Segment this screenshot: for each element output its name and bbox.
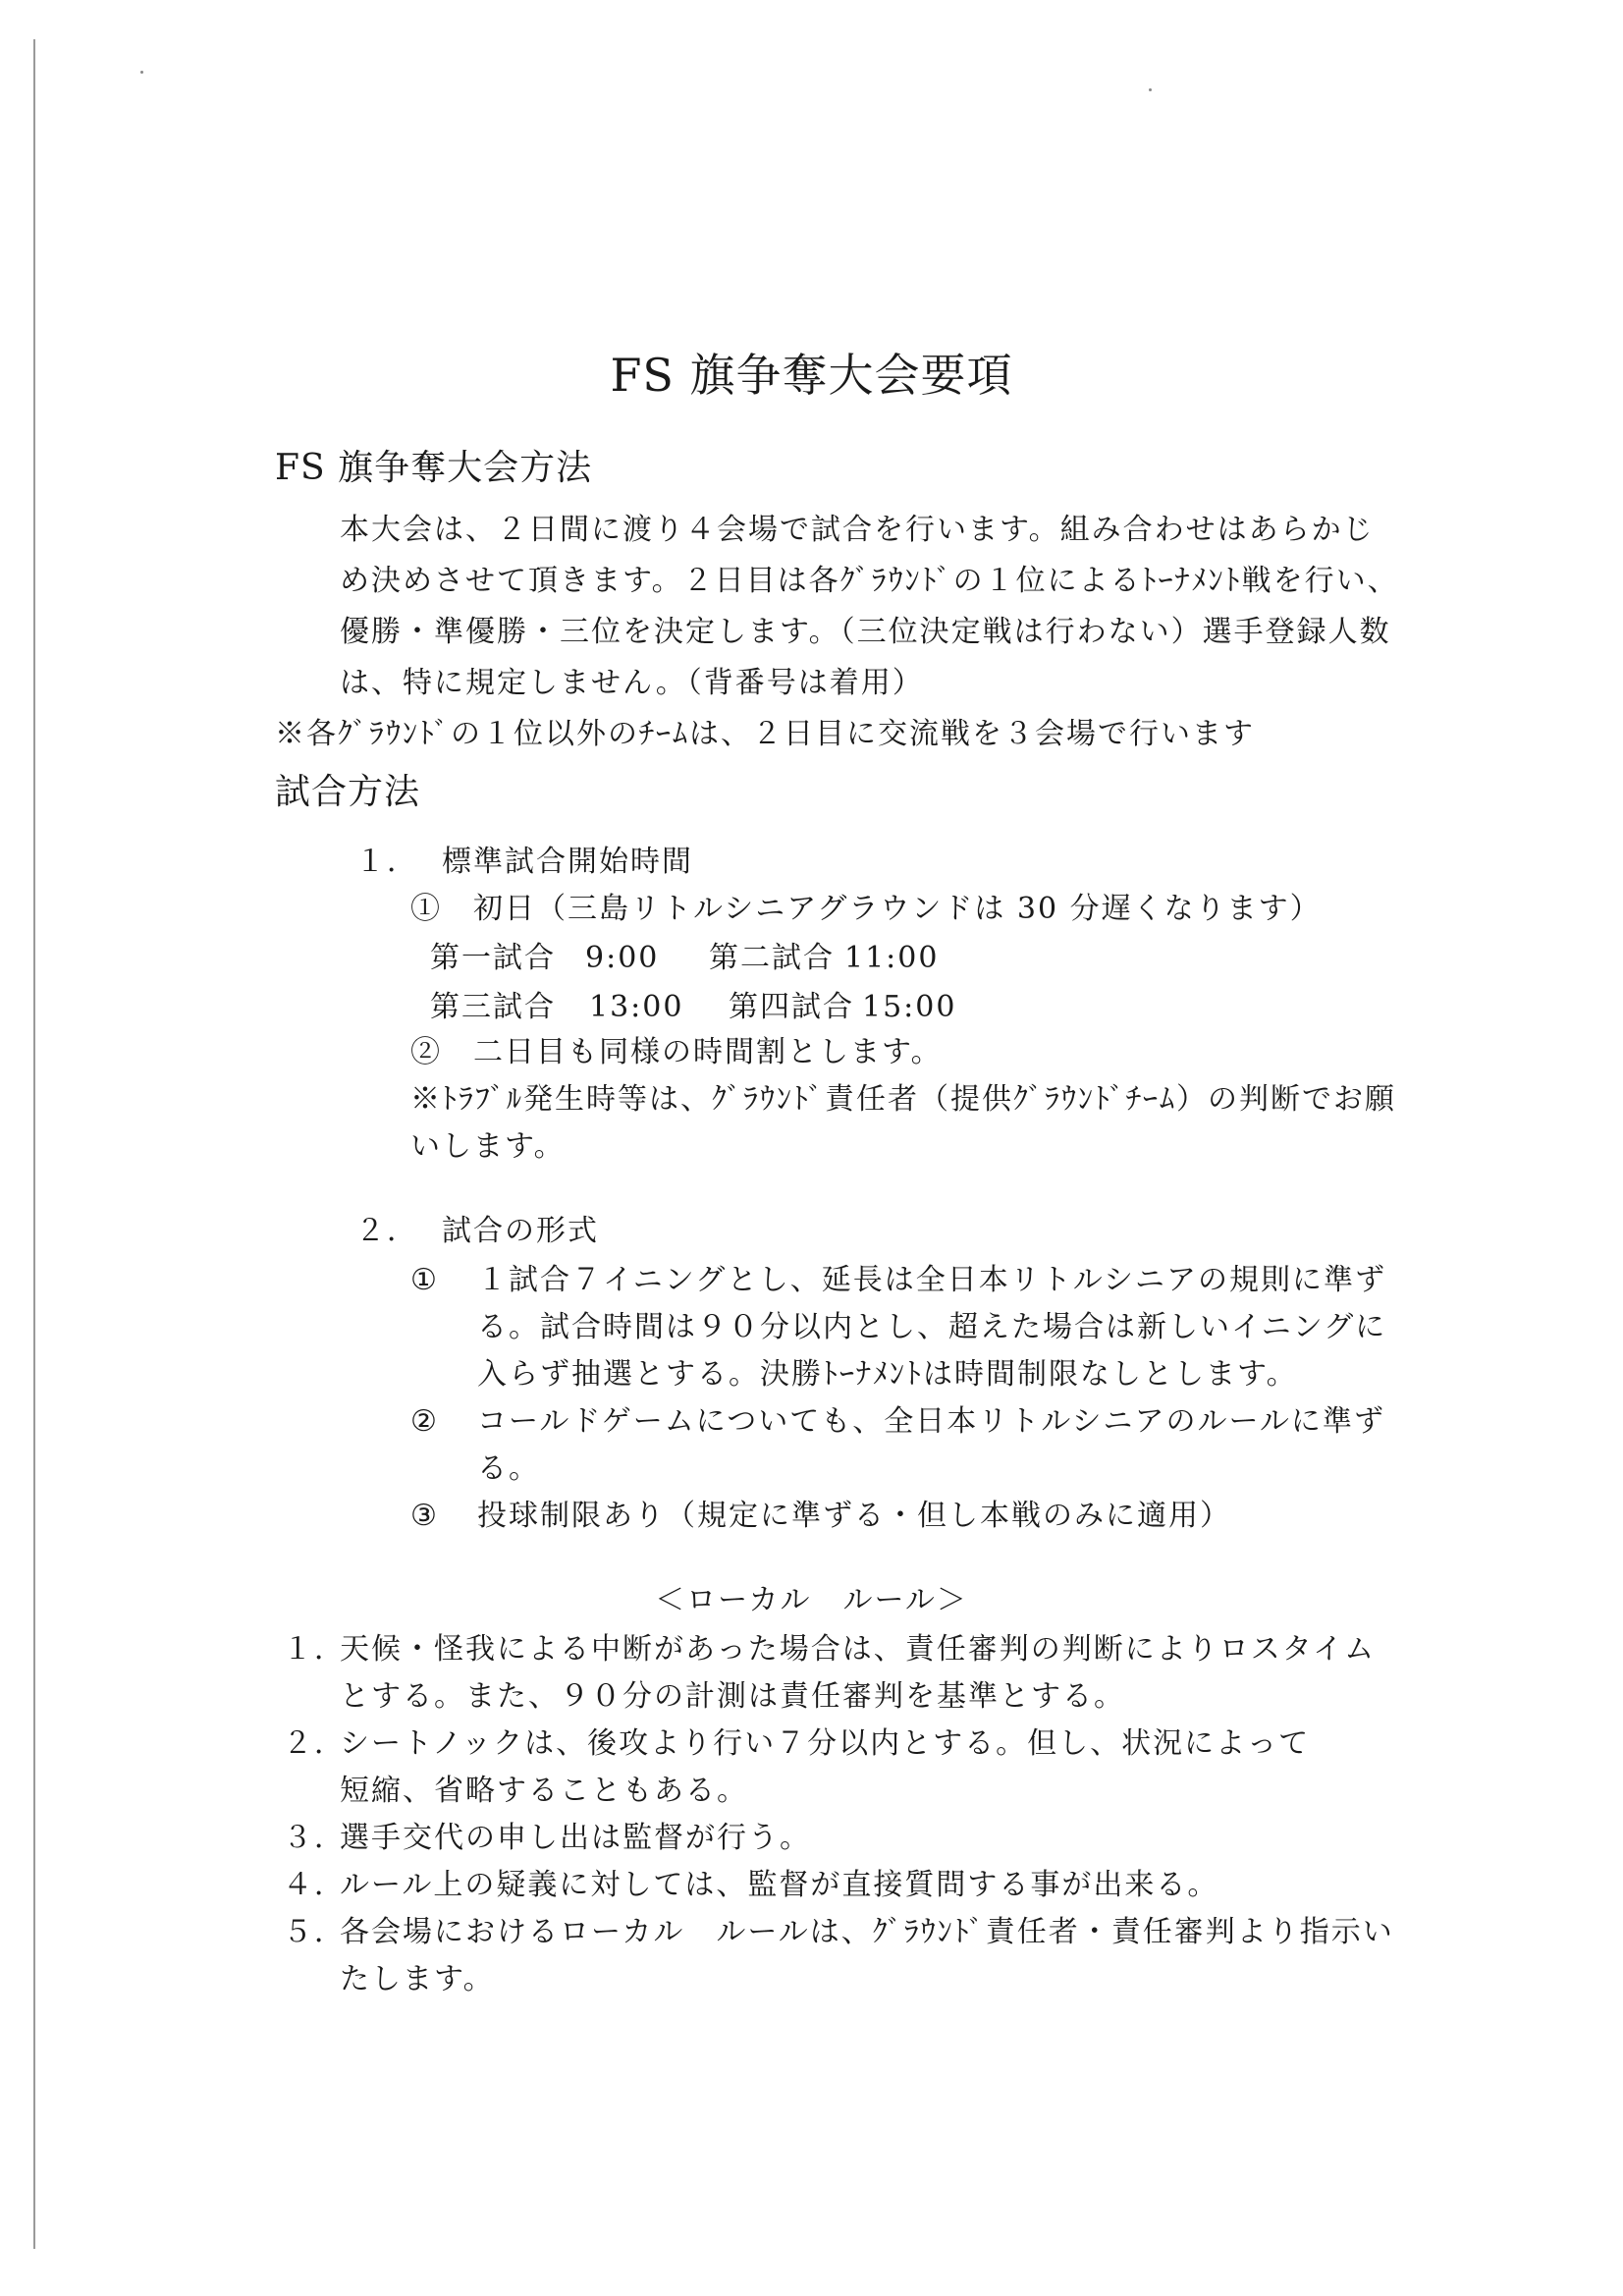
local-rules-heading: ＜ローカル ルール＞ xyxy=(655,1583,968,1617)
trouble-note-line: いします。 xyxy=(410,1129,566,1164)
local-rule-line: シートノックは、後攻より行い７分以内とする。但し、状況によって xyxy=(340,1726,1311,1761)
section-1-title: 標準試合開始時間 xyxy=(442,845,693,879)
local-rule-line: 選手交代の申し出は監督が行う。 xyxy=(340,1821,811,1855)
game-3-label: 第三試合 xyxy=(430,990,556,1024)
method-paragraph-line: 優勝・準優勝・三位を決定します。（三位決定戦は行わない）選手登録人数 xyxy=(340,615,1391,649)
local-rule-line: 各会場におけるローカル ルールは、ｸﾞﾗｳﾝﾄﾞ責任者・責任審判より指示い xyxy=(340,1915,1394,1949)
format-item-line: る。試合時間は９０分以内とし、超えた場合は新しいイニングに xyxy=(477,1310,1387,1344)
section-2-number: ２． xyxy=(355,1214,418,1248)
local-rule-line: たします。 xyxy=(340,1962,495,1996)
method-paragraph-line: め決めさせて頂きます。２日目は各ｸﾞﾗｳﾝﾄﾞの１位によるﾄｰﾅﾒﾝﾄ戦を行い、 xyxy=(340,564,1399,598)
method-paragraph-line: 本大会は、２日間に渡り４会場で試合を行います。組み合わせはあらかじ xyxy=(340,513,1375,547)
method-note: ※各ｸﾞﾗｳﾝﾄﾞの１位以外のﾁｰﾑは、２日目に交流戦を３会場で行います xyxy=(275,717,1255,751)
local-rule-line: ルール上の疑義に対しては、監督が直接質問する事が出来る。 xyxy=(340,1868,1219,1902)
format-item-line: コールドゲームについても、全日本リトルシニアのルールに準ず xyxy=(477,1404,1385,1439)
local-rule-number: ３． xyxy=(283,1821,346,1855)
scan-speck xyxy=(1149,88,1152,91)
day1-item: ① 初日（三島リトルシニアグラウンドは 30 分遅くなります） xyxy=(410,892,1322,926)
local-rule-number: ２． xyxy=(283,1726,346,1761)
local-rule-line: 短縮、省略することもある。 xyxy=(340,1774,748,1808)
document-title: FS 旗争奪大会要項 xyxy=(610,349,1013,402)
local-rule-line: 天候・怪我による中断があった場合は、責任審判の判断によりロスタイム xyxy=(340,1632,1377,1667)
method-heading: FS 旗争奪大会方法 xyxy=(275,448,593,488)
local-rule-line: とする。また、９０分の計測は責任審判を基準とする。 xyxy=(340,1679,1125,1714)
format-item-line: る。 xyxy=(477,1451,540,1486)
match-heading: 試合方法 xyxy=(275,772,421,812)
format-item-line: 入らず抽選とする。決勝ﾄｰﾅﾒﾝﾄは時間制限なしとします。 xyxy=(477,1357,1298,1392)
game-1-label: 第一試合 xyxy=(430,941,556,975)
game-1-time: 9:00 xyxy=(585,941,660,975)
game-4-time: 15:00 xyxy=(862,990,957,1024)
section-2-title: 試合の形式 xyxy=(442,1214,599,1248)
format-item-mark: ③ xyxy=(410,1499,439,1533)
local-rule-number: ５． xyxy=(283,1915,346,1949)
game-2-time: 11:00 xyxy=(844,941,940,975)
format-item-line: １試合７イニングとし、延長は全日本リトルシニアの規則に準ず xyxy=(477,1263,1387,1297)
game-3-time: 13:00 xyxy=(589,990,684,1024)
section-1-number: １． xyxy=(355,845,418,879)
local-rule-number: ４． xyxy=(283,1868,346,1902)
format-item-mark: ② xyxy=(410,1404,439,1439)
method-paragraph-line: は、特に規定しません。（背番号は着用） xyxy=(340,666,924,700)
day2-item: ② 二日目も同様の時間割とします。 xyxy=(410,1035,943,1069)
format-item-line: 投球制限あり（規定に準ずる・但し本戦のみに適用） xyxy=(477,1499,1231,1533)
game-2-label: 第二試合 xyxy=(709,941,835,975)
local-rule-number: １． xyxy=(283,1632,346,1667)
trouble-note-line: ※ﾄﾗﾌﾞﾙ発生時等は、ｸﾞﾗｳﾝﾄﾞ責任者（提供ｸﾞﾗｳﾝﾄﾞﾁｰﾑ）の判断でお願 xyxy=(410,1082,1396,1117)
game-4-label: 第四試合 xyxy=(729,990,854,1024)
format-item-mark: ① xyxy=(410,1263,439,1297)
scan-speck xyxy=(140,71,143,74)
